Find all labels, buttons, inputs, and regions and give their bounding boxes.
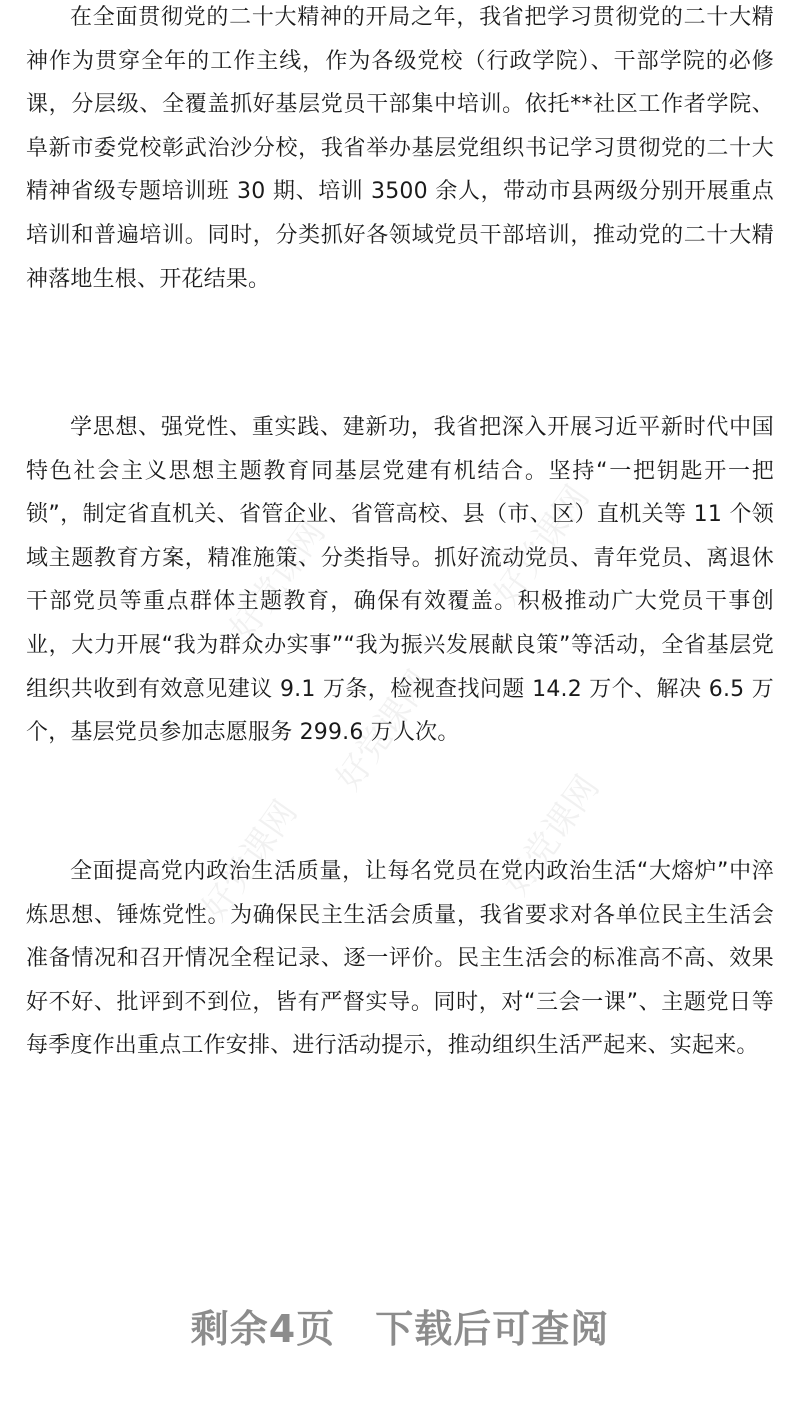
watermark: 好党课网 — [486, 478, 598, 613]
watermark: 好党课网 — [328, 663, 440, 798]
remaining-pages-banner[interactable] — [0, 1298, 800, 1353]
download-hint-label: 下载后可查阅 — [375, 1307, 610, 1351]
remaining-pages-label: 剩余4页 — [190, 1307, 336, 1351]
watermark: 好党课网 — [194, 793, 306, 928]
paragraph-3: 全面提高党内政治生活质量，让每名党员在党内政治生活“大熔炉”中淬炼思想、锤炼党性。为确保民主生活会质量，我省要求对各单位民主生活会准备情况和召开情况全程记录、逐一评价。民主生活会的标准高不高、效果好不好、批评到不到位，皆有严督实导。同时，对“三会一课”、主题党日等每季度作出重点工作安排、进行活动提示，推动组织生活严起来、实起来。 — [26, 859, 774, 1059]
paragraph-2: 学思想、强党性、重实践、建新功，我省把深入开展习近平新时代中国特色社会主义思想主题教育同基层党建有机结合。坚持“一把钥匙开一把锁”，制定省直机关、省管企业、省管高校、县（市、区）直机关等 11 个领域主题教育方案，精准施策、分类指导。抓好流动党员、青年党员、离退休干部党员等重点群体主题教育，确保有效覆盖。积极推动广大党员干事创业，大力开展“我为群众办实事”“我为振兴发展献良策”等活动，全省基层党组织共收到有效意见建议 9.1 万条，检视查找问题 14.2 万个、解决 6.5 万个，基层党员参加志愿服务 299.6 万人次。 — [26, 415, 774, 746]
paragraph-1: 在全面贯彻党的二十大精神的开局之年，我省把学习贯彻党的二十大精神作为贯穿全年的工作主线，作为各级党校（行政学院）、干部学院的必修课，分层级、全覆盖抓好基层党员干部集中培训。依托**社区工作者学院、阜新市委党校彰武治沙分校，我省举办基层党组织书记学习贯彻党的二十大精神省级专题培训班 30 期、培训 3500 余人，带动市县两级分别开展重点培训和普遍培训。同时，分类抓好各领域党员干部培训，推动党的二十大精神落地生根、开花结果。 — [26, 5, 774, 292]
watermark: 好党课网 — [496, 768, 608, 903]
watermark: 好党课网 — [222, 513, 334, 648]
